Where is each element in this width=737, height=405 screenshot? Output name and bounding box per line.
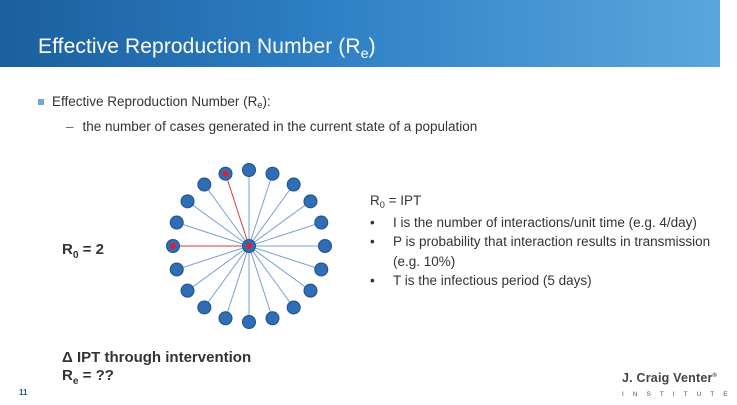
contact-link bbox=[249, 246, 294, 307]
contact-link bbox=[177, 246, 249, 269]
infected-link bbox=[226, 174, 249, 246]
person-node bbox=[243, 164, 256, 177]
slide-title-end: ) bbox=[368, 35, 376, 58]
index-case-node bbox=[243, 240, 256, 253]
formula-term-text: P is probability that interaction results in transmission (e.g. 10%) bbox=[393, 234, 711, 269]
bullet-text-end: ): bbox=[262, 94, 271, 109]
page-number: 11 bbox=[19, 388, 28, 397]
slide-title-text: Effective Reproduction Number (R bbox=[38, 35, 361, 58]
intervention-block bbox=[62, 349, 251, 387]
contact-link bbox=[188, 246, 249, 291]
contact-link bbox=[177, 223, 249, 246]
logo-name-text: J. Craig Venter bbox=[622, 371, 713, 385]
formula-term-item bbox=[370, 213, 720, 233]
contact-link bbox=[188, 201, 249, 246]
r0-formula-block bbox=[370, 191, 720, 291]
infected-person-node bbox=[167, 240, 180, 253]
person-node bbox=[181, 284, 194, 297]
person-node bbox=[287, 301, 300, 314]
contact-link bbox=[249, 223, 321, 246]
bullet-text: Effective Reproduction Number (R bbox=[52, 94, 258, 109]
logo-trademark: ® bbox=[712, 372, 718, 379]
jcvi-logo bbox=[622, 371, 737, 405]
person-node bbox=[315, 263, 328, 276]
contact-link bbox=[249, 246, 310, 291]
bullet-subscript: e bbox=[257, 99, 263, 110]
contact-link bbox=[249, 246, 272, 318]
r0-label-value: = 2 bbox=[78, 241, 104, 258]
person-node bbox=[198, 301, 211, 314]
contact-link bbox=[249, 201, 310, 246]
contact-link bbox=[249, 174, 272, 246]
dash-bullet-icon: – bbox=[66, 119, 74, 134]
person-node bbox=[243, 316, 256, 329]
person-node bbox=[304, 284, 317, 297]
person-node bbox=[170, 263, 183, 276]
sub-bullet-text: the number of cases generated in the current state of a population bbox=[82, 119, 478, 134]
contact-link bbox=[204, 246, 249, 307]
re-question-rest: = ?? bbox=[78, 367, 114, 384]
r0-label-letter: R bbox=[62, 241, 73, 258]
re-question-letter: R bbox=[62, 367, 73, 384]
infected-person-node bbox=[219, 167, 232, 180]
formula-term-text: I is the number of interactions/unit time (e.g. 4/day) bbox=[393, 214, 697, 230]
slide-title-subscript: e bbox=[360, 45, 369, 62]
person-node bbox=[266, 312, 279, 325]
formula-term-text: T is the infectious period (5 days) bbox=[393, 273, 592, 288]
person-node bbox=[170, 216, 183, 229]
person-node bbox=[266, 167, 279, 180]
formula-heading-rest: = IPT bbox=[384, 193, 422, 208]
formula-term-item bbox=[370, 232, 720, 271]
bullet-dot-icon: • bbox=[370, 234, 375, 249]
bullet-dot-icon: • bbox=[370, 273, 375, 288]
formula-heading-subscript: 0 bbox=[379, 200, 385, 211]
person-node bbox=[287, 178, 300, 191]
person-node bbox=[304, 195, 317, 208]
person-node bbox=[319, 240, 332, 253]
r0-label-subscript: 0 bbox=[72, 249, 79, 261]
logo-name bbox=[622, 371, 718, 385]
contact-link bbox=[249, 246, 321, 269]
person-node bbox=[219, 312, 232, 325]
contact-link bbox=[204, 185, 249, 246]
bullet-dot-icon: • bbox=[370, 214, 375, 230]
contact-link bbox=[226, 246, 249, 318]
r0-label bbox=[62, 241, 104, 261]
person-node bbox=[198, 178, 211, 191]
person-node bbox=[181, 195, 194, 208]
logo-subtitle: INSTITUTE bbox=[622, 391, 737, 398]
re-question bbox=[62, 367, 251, 387]
formula-term-item bbox=[370, 271, 720, 291]
re-question-subscript: e bbox=[72, 375, 79, 387]
intervention-text: Δ IPT through intervention bbox=[62, 349, 252, 366]
person-node bbox=[315, 216, 328, 229]
formula-heading-letter: R bbox=[370, 193, 380, 208]
formula-heading bbox=[370, 191, 720, 213]
formula-term-list bbox=[370, 213, 720, 291]
contact-link bbox=[249, 185, 294, 246]
